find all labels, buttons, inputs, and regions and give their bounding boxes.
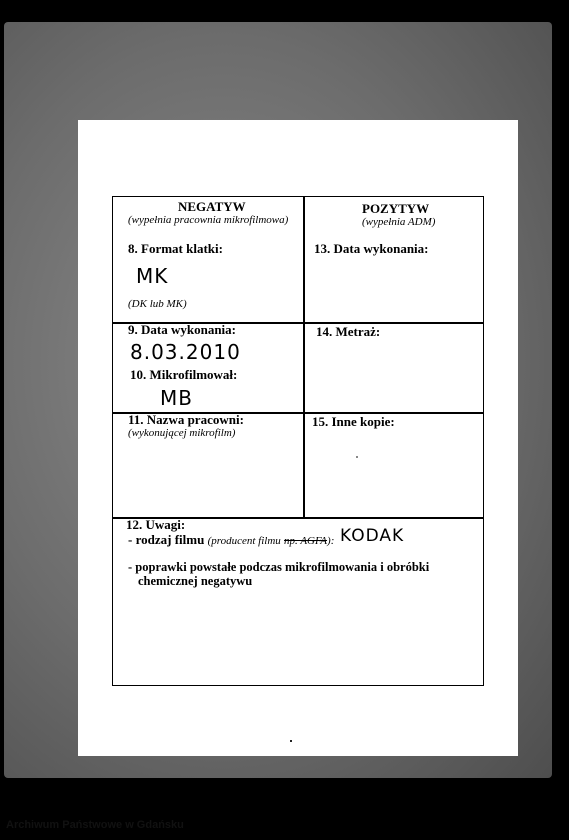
negatyw-note: (wypełnia pracownia mikrofilmowa) bbox=[128, 214, 289, 226]
format-hint: (DK lub MK) bbox=[128, 298, 187, 310]
format-value: MK bbox=[136, 264, 169, 288]
film-type-value: KODAK bbox=[340, 526, 405, 546]
scan-speck bbox=[356, 456, 358, 458]
pozytyw-title: POZYTYW bbox=[362, 201, 430, 216]
lab-hint: (wykonującej mikrofilm) bbox=[128, 427, 236, 439]
film-type-hint-struck: np. AGFA bbox=[284, 535, 328, 547]
date-value: 8.03.2010 bbox=[130, 340, 241, 364]
negatyw-title: NEGATYW bbox=[178, 199, 246, 214]
pos-date-label: 13. Data wykonania: bbox=[314, 241, 429, 256]
form-column-divider bbox=[303, 197, 305, 518]
date-label: 9. Data wykonania: bbox=[128, 322, 236, 337]
film-type-label: - rodzaj filmu bbox=[128, 532, 205, 547]
archive-footer: Archiwum Państwowe w Gdańsku bbox=[6, 819, 184, 831]
filmer-value: MB bbox=[160, 386, 193, 410]
pozytyw-note: (wypełnia ADM) bbox=[362, 216, 436, 228]
notes-label: 12. Uwagi: bbox=[126, 517, 186, 532]
length-label: 14. Metraż: bbox=[316, 324, 381, 339]
corrections-line-2: chemicznej negatywu bbox=[138, 574, 253, 588]
copies-label: 15. Inne kopie: bbox=[312, 414, 395, 429]
format-label: 8. Format klatki: bbox=[128, 241, 223, 256]
filmer-label: 10. Mikrofilmował: bbox=[130, 367, 238, 382]
film-type-hint-b: ): bbox=[327, 535, 335, 547]
film-type-line bbox=[128, 532, 334, 548]
film-type-hint-a: (producent filmu bbox=[207, 535, 281, 547]
scan-speck bbox=[290, 740, 292, 742]
corrections-line-1: - poprawki powstałe podczas mikrofilmowania i obróbki bbox=[128, 560, 430, 574]
lab-label: 11. Nazwa pracowni: bbox=[128, 412, 244, 427]
